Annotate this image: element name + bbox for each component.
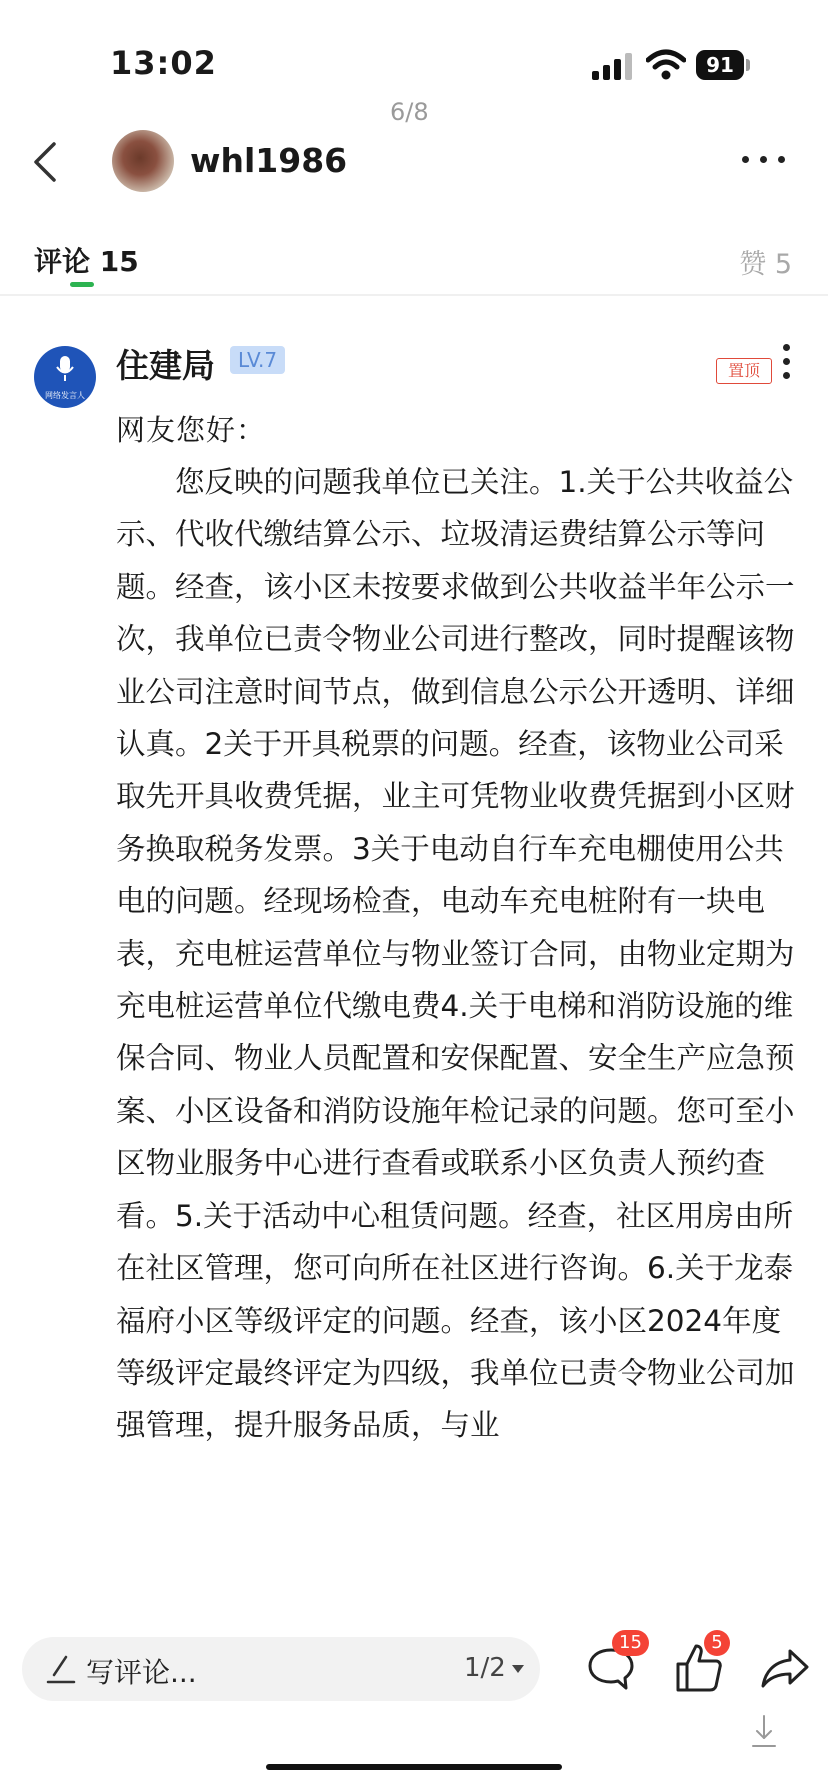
chevron-down-icon[interactable] xyxy=(512,1665,524,1673)
commenter-avatar[interactable] xyxy=(34,346,96,408)
tab-likes-label: 赞 xyxy=(739,249,767,280)
tab-comments[interactable] xyxy=(34,240,139,280)
comment-input[interactable] xyxy=(22,1637,540,1701)
username[interactable]: whl1986 xyxy=(190,141,348,180)
avatar[interactable] xyxy=(112,130,174,192)
comment-input-placeholder: 写评论... xyxy=(86,1656,197,1689)
more-icon[interactable] xyxy=(740,150,788,170)
download-icon[interactable] xyxy=(750,1714,778,1750)
home-indicator[interactable] xyxy=(266,1764,562,1770)
comment-body: 您反映的问题我单位已关注。1.关于公共收益公示、代收代缴结算公示、垃圾清运费结算公示等问题。经查，该小区未按要求做到公共收益半年公示一次，我单位已责令物业公司进行整改，同时提醒该物业公司注意时间节点，做到信息公示公开透明、详细认真。2关于开具税票的问题。经查，该物业公司采取先开具收费凭据，业主可凭物业收费凭据到小区财务换取税务发票。3关于电动自行车充电棚使用公共电的问题。经现场检查，电动车充电桩附有一块电表，充电桩运营单位与物业签订合同，由物业定期为充电桩运营单位代缴电费4.关于电梯和消防设施的维保合同、物业人员配置和安保配置、安全生产应急预案、小区设备和消防设施年检记录的问题。您可至小区物业服务中心进行查看或联系小区负责人预约查看。5.关于活动中心租赁问题。经查，社区用房由所在社区管理，您可向所在社区进行咨询。6.关于龙泰福府小区等级评定的问题。经查，该小区2024年度等级评定最终评定为四级，我单位已责令物业公司加强管理，提升服务品质，与业 xyxy=(116,465,795,1443)
comment-more-icon[interactable] xyxy=(782,344,792,380)
wifi-icon xyxy=(646,48,686,80)
avatar-caption: 网络发言人 xyxy=(45,391,85,400)
divider xyxy=(0,294,828,296)
battery-cap xyxy=(746,59,750,71)
tab-active-indicator xyxy=(70,282,94,287)
page-indicator: 6/8 xyxy=(390,98,429,126)
signal-icon xyxy=(592,52,636,80)
tab-likes-count: 5 xyxy=(774,249,792,280)
tab-likes[interactable] xyxy=(739,242,792,281)
status-time: 13:02 xyxy=(110,44,217,82)
likes-count-badge: 5 xyxy=(704,1630,730,1656)
pinned-badge: 置顶 xyxy=(716,358,772,384)
level-badge: LV.7 xyxy=(230,346,285,374)
commenter-name[interactable]: 住建局 xyxy=(116,346,215,385)
comment-greeting: 网友您好： xyxy=(116,413,267,447)
back-icon[interactable] xyxy=(24,138,72,186)
microphone-icon xyxy=(56,356,74,382)
battery-icon: 91 xyxy=(696,50,744,80)
pencil-icon xyxy=(46,1653,76,1685)
comments-count-badge: 15 xyxy=(612,1630,649,1656)
tab-comments-count: 15 xyxy=(99,245,139,278)
tab-comments-label: 评论 xyxy=(34,245,91,278)
page-select[interactable]: 1/2 xyxy=(464,1653,506,1683)
share-icon[interactable] xyxy=(760,1648,810,1688)
